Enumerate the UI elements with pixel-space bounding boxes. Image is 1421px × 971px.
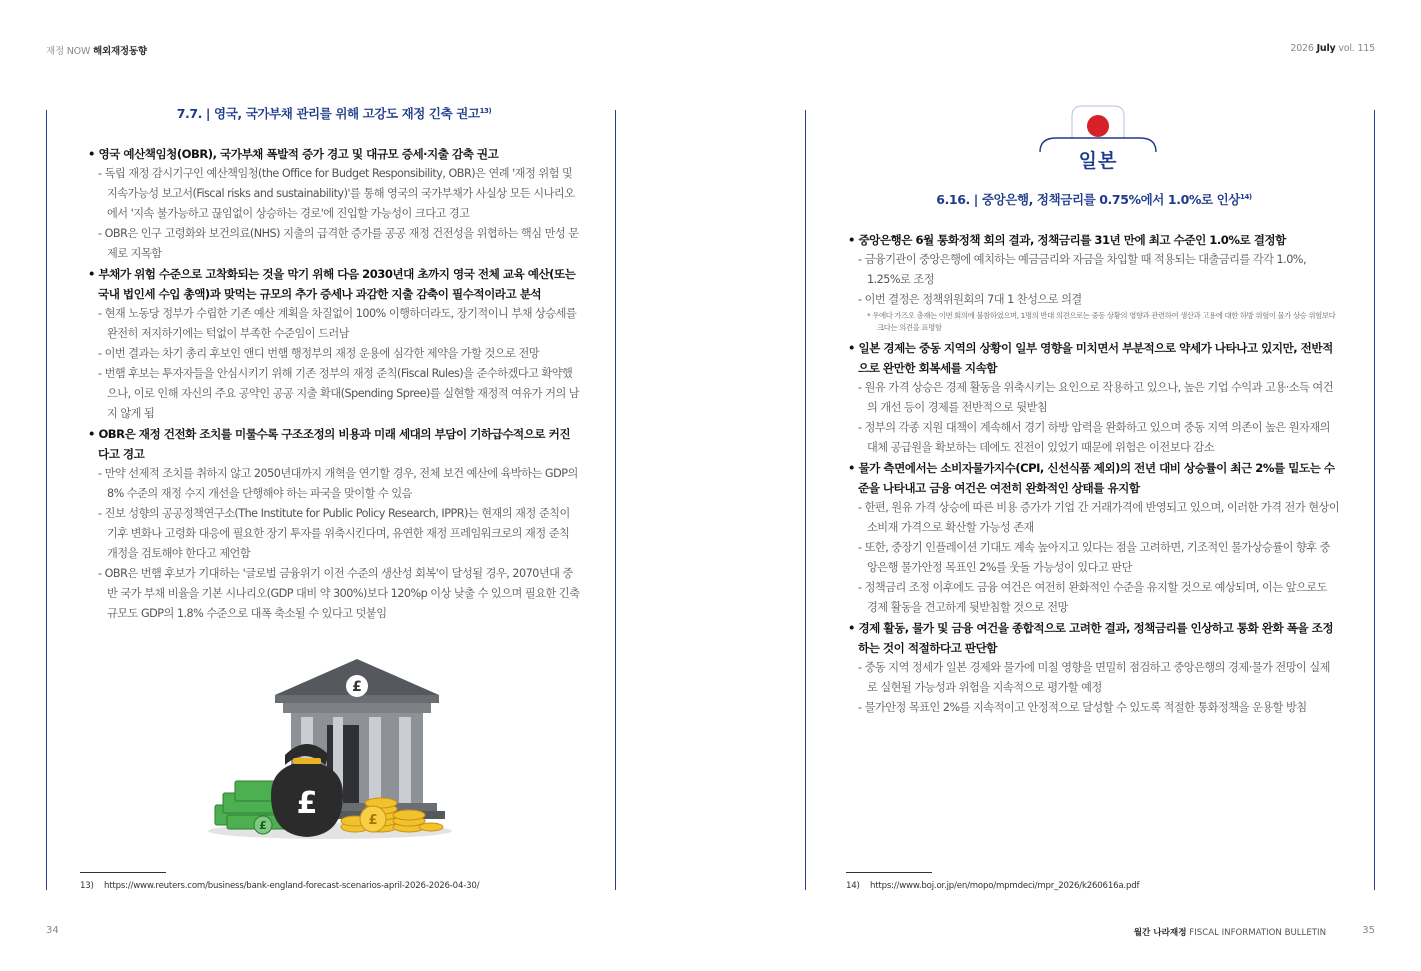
right-section-title xyxy=(848,190,1340,208)
right-title-text: 6.16. | 중앙은행, 정책금리를 0.75%에서 1.0%로 인상 xyxy=(936,192,1240,207)
bullet-heading: • 물가 측면에서는 소비자물가지수(CPI, 신선식품 제외)의 전년 대비 상승률이 최근 2%를 밑도는 수준을 나타내고 금융 여건은 여전히 완화적인 상태를 유지함 xyxy=(848,461,1335,495)
bag-pound-symbol: £ xyxy=(296,786,318,821)
sub-item: - OBR은 인구 고령화와 보건의료(NHS) 지출의 급격한 증가를 공공 재정 건전성을 위협하는 핵심 만성 문제로 지목함 xyxy=(98,227,579,260)
left-page-border-left xyxy=(46,110,47,890)
right-article xyxy=(848,190,1340,718)
sub-item: - 금융기관이 중앙은행에 예치하는 예금금리와 자금을 차입할 때 적용되는 대출금리를 각각 1.0%, 1.25%로 조정 xyxy=(858,253,1306,286)
sub-item: - 원유 가격 상승은 경제 활동을 위축시키는 요인으로 작용하고 있으나, 높은 기업 수익과 고용·소득 여건의 개선 등이 경제를 전반적으로 뒷받침 xyxy=(858,381,1334,414)
sub-item: - 진보 성향의 공공정책연구소(The Institute for Public Policy Research, IPPR)는 현재의 재정 준칙이 기후 변화나 고령화 대응에 필요한 장기 투자를 위축시킨다며, 유연한 재정 프레임워크로의 재정 준칙 개정을 검토해야 한다고 제언함 xyxy=(98,507,570,560)
sub-item: - 정부의 각종 지원 대책이 계속해서 경기 하방 압력을 완화하고 있으며 중동 지역 의존이 높은 원자재의 대체 공급원을 확보하는 데에도 진전이 있었기 때문에 위험은 이전보다 감소 xyxy=(858,421,1330,454)
running-header-right xyxy=(1290,43,1375,54)
running-header-left xyxy=(46,43,147,57)
sub-item: - 또한, 중장기 인플레이션 기대도 계속 높아지고 있다는 점을 고려하면, 기조적인 물가상승률이 향후 중앙은행 물가안정 목표인 2%를 웃돌 가능성이 있다고 판단 xyxy=(858,541,1330,574)
bullet-heading: • 일본 경제는 중동 지역의 상황이 일부 영향을 미치면서 부분적으로 약세가 나타나고 있지만, 전반적으로 완만한 회복세를 지속함 xyxy=(848,341,1333,375)
right-footnote-rule xyxy=(846,872,932,873)
sub-item: - 만약 선제적 조치를 취하지 않고 2050년대까지 개혁을 연기할 경우, 전체 보건 예산에 육박하는 GDP의 8% 수준의 재정 수지 개선을 단행해야 하는 파국을 맞이할 수 있음 xyxy=(98,467,578,500)
bullet-heading: • 중앙은행은 6월 통화정책 회의 결과, 정책금리를 31년 만에 최고 수준인 1.0%로 결정함 xyxy=(848,233,1286,247)
right-title-footnote-ref: 14) xyxy=(1239,192,1252,201)
sub-item: - 한편, 원유 가격 상승에 따른 비용 증가가 기업 간 거래가격에 반영되고 있으며, 이러한 가격 전가 현상이 소비재 가격으로 확산할 가능성 존재 xyxy=(858,501,1340,534)
sub-note: * 우에다 가즈오 총재는 이번 회의에 불참하였으며, 1명의 반대 의견으로는 중동 상황의 영향과 관련하여 생산과 고용에 대한 하방 위험이 물가 상승 위험보다 크다는 의견을 표명함 xyxy=(867,311,1336,332)
header-section: 재정 NOW xyxy=(46,46,91,57)
right-page-border-right xyxy=(1374,110,1375,890)
right-page-number: 35 xyxy=(1362,925,1375,936)
left-footnote-url[interactable]: https://www.reuters.com/business/bank-england-forecast-scenarios-april-2026-2026-04-30/ xyxy=(104,881,480,891)
right-footnote-url[interactable]: https://www.boj.or.jp/en/mopo/mpmdeci/mpr_2026/k260616a.pdf xyxy=(870,881,1140,891)
left-footnote-rule xyxy=(80,872,166,873)
bulletin-bold: 월간 나라재정 xyxy=(1133,928,1187,938)
right-footnote-number: 14) xyxy=(846,881,860,891)
right-footnote xyxy=(846,881,1139,891)
left-article xyxy=(88,104,580,624)
header-month: July xyxy=(1316,43,1336,54)
cash-pound-symbol: £ xyxy=(259,819,267,832)
country-label: 일본 xyxy=(1078,150,1118,172)
right-page-border-left xyxy=(805,110,806,890)
header-category: 해외재정동향 xyxy=(92,46,147,57)
sub-item: - 정책금리 조정 이후에도 금융 여건은 여전히 완화적인 수준을 유지할 것으로 예상되며, 이는 앞으로도 경제 활동을 견고하게 뒷받침할 것으로 전망 xyxy=(858,581,1327,614)
sub-item: - 중동 지역 정세가 일본 경제와 물가에 미칠 영향을 면밀히 점검하고 중앙은행의 경제·물가 전망이 실제로 실현될 가능성과 위험을 지속적으로 평가할 예정 xyxy=(858,661,1330,694)
bullet-heading: • 부채가 위험 수준으로 고착화되는 것을 막기 위해 다음 2030년대 초까지 영국 전체 교육 예산(또는 국내 법인세 수입 총액)과 맞먹는 규모의 추가 증세나 과감한 지출 감축이 필수적이라고 분석 xyxy=(88,267,576,301)
left-title-footnote-ref: 13) xyxy=(479,106,492,115)
bank-money-illustration xyxy=(205,655,465,855)
sub-item: - 이번 결과는 차기 총리 후보인 앤디 번햄 행정부의 재정 운용에 심각한 제약을 가할 것으로 전망 xyxy=(98,347,540,360)
bullet-heading: • 경제 활동, 물가 및 금융 여건을 종합적으로 고려한 결과, 정책금리를 인상하고 통화 완화 폭을 조정하는 것이 적절하다고 판단함 xyxy=(848,621,1334,655)
bulletin-name xyxy=(1134,926,1326,938)
right-item-list xyxy=(848,230,1340,718)
left-footnote xyxy=(80,881,479,891)
bulletin-text: FISCAL INFORMATION BULLETIN xyxy=(1189,928,1326,938)
sub-item: - 현재 노동당 정부가 수립한 기존 예산 계획을 차질없이 100% 이행하더라도, 장기적이니 부채 상승세를 완전히 저지하기에는 턱없이 부족한 수준임이 드러남 xyxy=(98,307,577,340)
left-page-border-right xyxy=(615,110,616,890)
left-page-number: 34 xyxy=(46,925,59,936)
sub-item: - OBR은 번햄 후보가 기대하는 '글로벌 금융위기 이전 수준의 생산성 회복'이 달성될 경우, 2070년대 중반 국가 부채 비율을 기본 시나리오(GDP 대비 약 300%)보다 120%p 이상 낮출 수 있으며 필요한 긴축 규모도 GDP의 1.8% 수준으로 대폭 축소될 수 있다고 덧붙임 xyxy=(98,567,580,620)
coin-pound-symbol: £ xyxy=(368,813,378,828)
left-footnote-number: 13) xyxy=(80,881,94,891)
header-volume: vol. 115 xyxy=(1338,43,1375,54)
sub-item: - 번햄 후보는 투자자들을 안심시키기 위해 기존 정부의 재정 준칙(Fiscal Rules)을 준수하겠다고 확약했으나, 이로 인해 자신의 주요 공약인 공공 지출 확대(Spending Spree)를 실현할 재정적 여유가 거의 남지 않게 됨 xyxy=(98,367,580,420)
left-title-text: 7.7. | 영국, 국가부채 관리를 위해 고강도 재정 긴축 권고 xyxy=(176,106,480,121)
left-item-list xyxy=(88,144,580,624)
left-section-title xyxy=(88,104,580,122)
bullet-heading: • 영국 예산책임청(OBR), 국가부채 폭발적 증가 경고 및 대규모 증세·지출 감축 권고 xyxy=(88,147,499,161)
sub-item: - 독립 재정 감시기구인 예산책임청(the Office for Budget Responsibility, OBR)은 연례 '재정 위험 및 지속가능성 보고서(Fiscal risks and sustainability)'를 통해 영국의 국가부채가 사실상 모든 시나리오에서 '지속 불가능하고 끊임없이 상승하는 경로'에 진입할 가능성이 크다고 경고 xyxy=(98,167,575,220)
sub-item: - 물가안정 목표인 2%를 지속적이고 안정적으로 달성할 수 있도록 적절한 통화정책을 운용할 방침 xyxy=(858,701,1307,714)
header-year: 2026 xyxy=(1290,43,1314,54)
roof-pound-symbol: £ xyxy=(352,679,362,695)
bullet-heading: • OBR은 재정 건전화 조치를 미룰수록 구조조정의 비용과 미래 세대의 부담이 기하급수적으로 커진다고 경고 xyxy=(88,427,571,461)
sub-item: - 이번 결정은 정책위원회의 7대 1 찬성으로 의결 xyxy=(858,293,1082,306)
